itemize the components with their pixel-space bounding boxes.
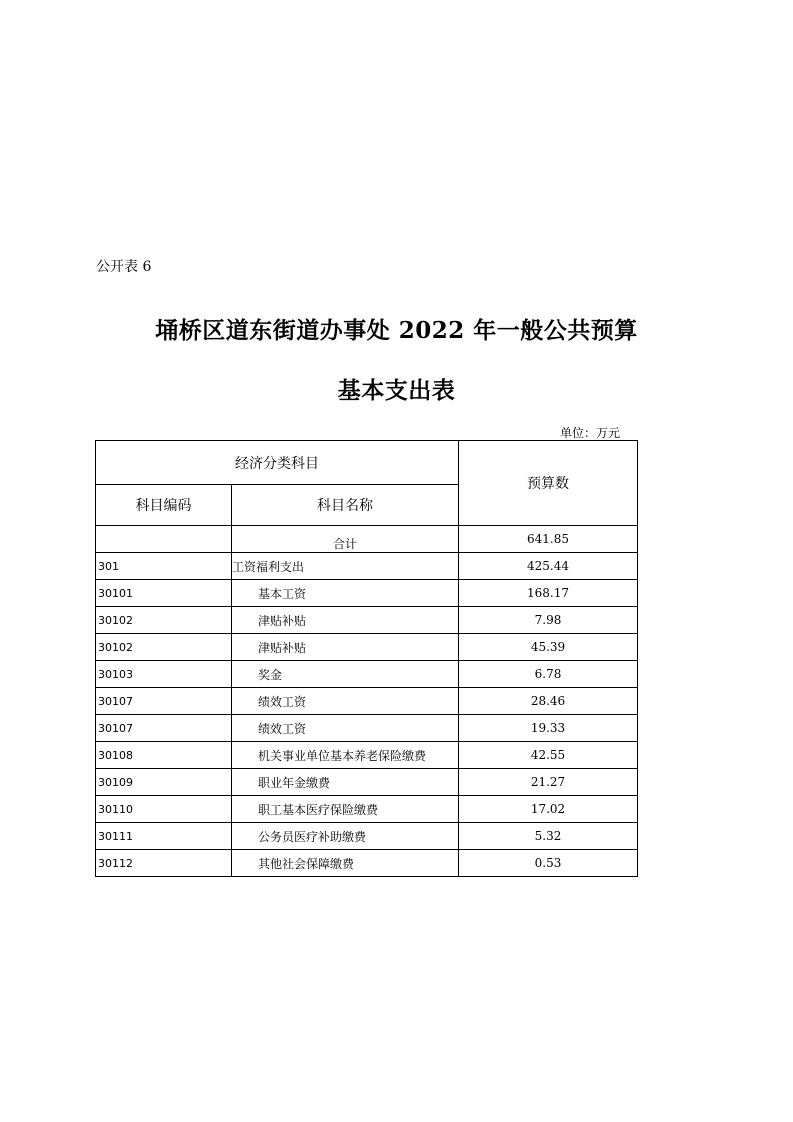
- row-amount: 19.33: [459, 715, 638, 742]
- table-row: [96, 634, 638, 661]
- row-code: 30108: [96, 742, 232, 769]
- row-name: 津贴补贴: [232, 634, 459, 661]
- row-amount: 168.17: [459, 580, 638, 607]
- row-code: 301: [96, 553, 232, 580]
- row-name: 合计: [232, 526, 459, 553]
- row-code: [96, 526, 232, 553]
- row-amount: 6.78: [459, 661, 638, 688]
- row-name: 其他社会保障缴费: [232, 850, 459, 877]
- unit-note: 单位：万元: [560, 426, 621, 440]
- row-amount: 7.98: [459, 607, 638, 634]
- table-row: [96, 769, 638, 796]
- row-name: 绩效工资: [232, 715, 459, 742]
- table-row: [96, 607, 638, 634]
- row-name: 津贴补贴: [232, 607, 459, 634]
- row-name: 基本工资: [232, 580, 459, 607]
- row-amount: 42.55: [459, 742, 638, 769]
- row-code: 30111: [96, 823, 232, 850]
- header-budget-amount: 预算数: [459, 441, 638, 526]
- header-subject-name: 科目名称: [232, 485, 459, 526]
- table-row: [96, 850, 638, 877]
- row-code: 30107: [96, 715, 232, 742]
- table-row: [96, 580, 638, 607]
- row-code: 30103: [96, 661, 232, 688]
- table-row: [96, 823, 638, 850]
- row-code: 30109: [96, 769, 232, 796]
- budget-table: [95, 440, 638, 877]
- row-name: 机关事业单位基本养老保险缴费: [232, 742, 459, 769]
- row-amount: 641.85: [459, 526, 638, 553]
- row-amount: 45.39: [459, 634, 638, 661]
- header-economic-classification: 经济分类科目: [96, 441, 459, 485]
- row-code: 30101: [96, 580, 232, 607]
- row-code: 30102: [96, 634, 232, 661]
- table-row: [96, 715, 638, 742]
- table-label: 公开表 6: [96, 259, 152, 275]
- row-code: 30107: [96, 688, 232, 715]
- table-row-total: [96, 526, 638, 553]
- table-row: [96, 553, 638, 580]
- row-code: 30112: [96, 850, 232, 877]
- row-name: 公务员医疗补助缴费: [232, 823, 459, 850]
- row-name: 绩效工资: [232, 688, 459, 715]
- row-amount: 21.27: [459, 769, 638, 796]
- document-title: 埇桥区道东街道办事处 2022 年一般公共预算: [155, 317, 638, 344]
- table-row: [96, 688, 638, 715]
- row-amount: 5.32: [459, 823, 638, 850]
- row-name: 工资福利支出: [232, 553, 459, 580]
- row-amount: 17.02: [459, 796, 638, 823]
- header-subject-code: 科目编码: [96, 485, 232, 526]
- row-amount: 0.53: [459, 850, 638, 877]
- table-row: [96, 742, 638, 769]
- table-row: [96, 796, 638, 823]
- row-name: 职工基本医疗保险缴费: [232, 796, 459, 823]
- row-name: 奖金: [232, 661, 459, 688]
- row-code: 30110: [96, 796, 232, 823]
- document-subtitle: 基本支出表: [337, 377, 456, 404]
- table-row: [96, 661, 638, 688]
- row-amount: 425.44: [459, 553, 638, 580]
- row-amount: 28.46: [459, 688, 638, 715]
- row-name: 职业年金缴费: [232, 769, 459, 796]
- row-code: 30102: [96, 607, 232, 634]
